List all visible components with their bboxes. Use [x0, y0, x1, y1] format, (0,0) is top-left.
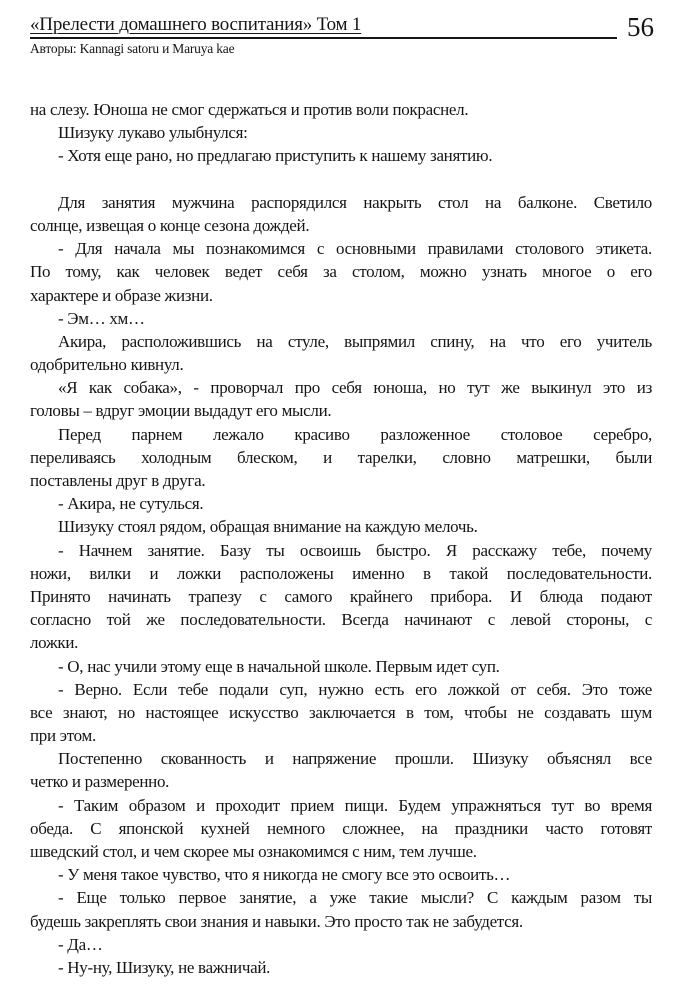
text-line: - Да…	[58, 934, 103, 954]
text-line: на слезу. Юноша не смог сдержаться и против воли покраснел.	[30, 100, 469, 119]
text-line: ложки.	[30, 633, 79, 653]
text-line: будешь закреплять свои знания и навыки. Это просто так не забудется.	[30, 911, 523, 931]
text-line: - Верно. Если тебе подали суп, нужно есть его ложкой от себя. Это тоже	[58, 679, 652, 699]
text-line: ножи, вилки и ложки расположены именно в такой последовательности.	[30, 563, 652, 583]
header-top-row	[30, 12, 654, 42]
text-line: характере и образе жизни.	[30, 285, 213, 305]
text-line: при этом.	[30, 726, 96, 746]
text-line: Акира, расположившись на стуле, выпрямил спину, на что его учитель	[58, 331, 652, 351]
text-line: - О, нас учили этому еще в начальной школе. Первым идет суп.	[58, 656, 500, 676]
text-line: одобрительно кивнул.	[30, 355, 184, 375]
text-line: Шизуку лукаво улыбнулся:	[58, 123, 248, 143]
authors-line: Авторы: Kannagi satoru и Maruya kae	[30, 41, 235, 56]
text-line: обеда. С японской кухней немного сложнее, на праздники часто готовят	[30, 818, 652, 838]
text-line: - Хотя еще рано, но предлагаю приступить к нашему занятию.	[58, 146, 493, 166]
text-line: - У меня такое чувство, что я никогда не смогу все это освоить…	[58, 865, 511, 885]
text-line: поставлены друг в друга.	[30, 471, 206, 490]
text-line: - Таким образом и проходит прием пищи. Будем упражняться тут во время	[58, 795, 652, 815]
book-title: «Прелести домашнего воспитания» Том 1	[30, 14, 362, 35]
text-line: Шизуку стоял рядом, обращая внимание на каждую мелочь.	[58, 517, 478, 537]
text-line: - Ну-ну, Шизуку, не важничай.	[58, 957, 271, 977]
text-line: солнце, извещая о конце сезона дождей.	[30, 215, 310, 235]
text-line: Постепенно скованность и напряжение прошли. Шизуку объяснял все	[58, 749, 652, 769]
body-text	[0, 57, 682, 979]
page-number: 56	[627, 12, 654, 42]
text-line: все знают, но настоящее искусство заключается в том, чтобы не создавать шум	[30, 702, 652, 722]
text-line: согласно той же последовательности. Всегда начинают с левой стороны, с	[30, 610, 652, 630]
text-line: По тому, как человек ведет себя за столом, можно узнать многое о его	[30, 262, 652, 282]
text-line: переливаясь холодным блеском, и тарелки, словно матрешки, были	[30, 447, 652, 467]
text-line: Перед парнем лежало красиво разложенное столовое серебро,	[58, 424, 652, 444]
text-line: головы – вдруг эмоции выдадут его мысли.	[30, 401, 332, 421]
blank-line	[30, 168, 652, 191]
text-line: - Начнем занятие. Базу ты освоишь быстро. Я расскажу тебе, почему	[58, 540, 652, 560]
page-header	[0, 0, 682, 57]
text-line: «Я как собака», - проворчал про себя юноша, но тут же выкинул это из	[58, 378, 652, 398]
text-line: четко и размеренно.	[30, 772, 170, 792]
text-line: - Акира, не сутулься.	[58, 494, 204, 514]
text-line: Принято начинать трапезу с самого крайнего прибора. И блюда подают	[30, 586, 652, 606]
text-line: Для занятия мужчина распорядился накрыть стол на балконе. Светило	[58, 192, 652, 212]
text-line: - Для начала мы познакомимся с основными правилами столового этикета.	[58, 239, 652, 259]
text-line: - Еще только первое занятие, а уже такие мысли? С каждым разом ты	[58, 888, 652, 908]
text-line: шведский стол, и чем скорее мы ознакомимся с ним, тем лучше.	[30, 842, 477, 861]
text-line: - Эм… хм…	[58, 308, 145, 328]
title-underline-rule	[30, 14, 617, 39]
